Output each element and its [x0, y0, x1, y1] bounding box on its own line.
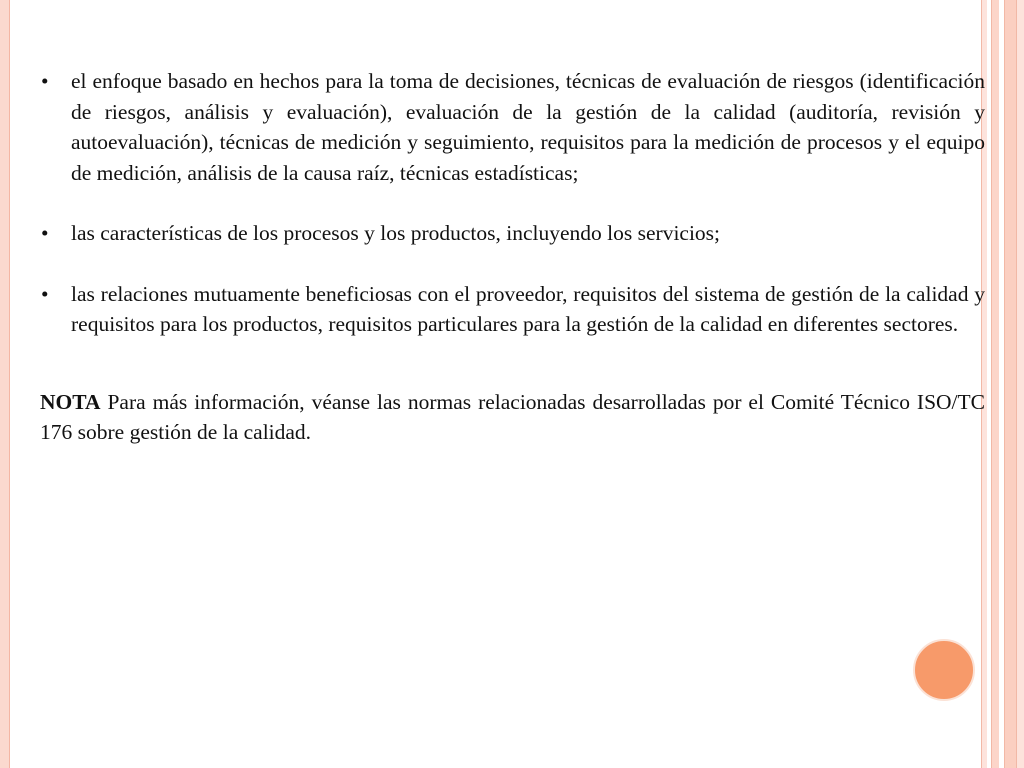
bullet-marker: •: [41, 69, 49, 93]
slide-body: [40, 66, 985, 469]
bullet-text: el enfoque basado en hechos para la toma de decisiones, técnicas de evaluación de riesgos (identificación de riesgos, análisis y evaluación), evaluación de la gestión de la calidad (auditoría, revisión y autoevaluación), técnicas de medición y seguimiento, requisitos para la medición de procesos y el equipo de medición, análisis de la causa raíz, técnicas estadísticas;: [71, 69, 985, 185]
bullet-marker: •: [41, 281, 49, 306]
bullet-item: [40, 279, 985, 340]
bullet-item: [40, 218, 985, 249]
orange-circle-decoration: [913, 639, 975, 701]
note-paragraph: [40, 387, 985, 448]
left-border-decoration: [0, 0, 10, 768]
right-stripe-decoration: [991, 0, 999, 768]
note-label: NOTA: [40, 389, 101, 414]
bullet-list: [40, 66, 985, 340]
bullet-text: las relaciones mutuamente beneficiosas con el proveedor, requisitos del sistema de gestión de la calidad y requisitos para los productos, requisitos particulares para la gestión de la calidad en diferentes sectores.: [71, 281, 985, 336]
right-stripe-decoration: [1004, 0, 1016, 768]
note-text: Para más información, véanse las normas relacionadas desarrolladas por el Comité Técnico ISO/TC 176 sobre gestión de la calidad.: [40, 389, 985, 444]
right-stripe-decoration: [1016, 0, 1024, 768]
bullet-item: [40, 66, 985, 188]
bullet-text: las características de los procesos y los productos, incluyendo los servicios;: [71, 221, 721, 245]
bullet-marker: •: [41, 221, 49, 245]
